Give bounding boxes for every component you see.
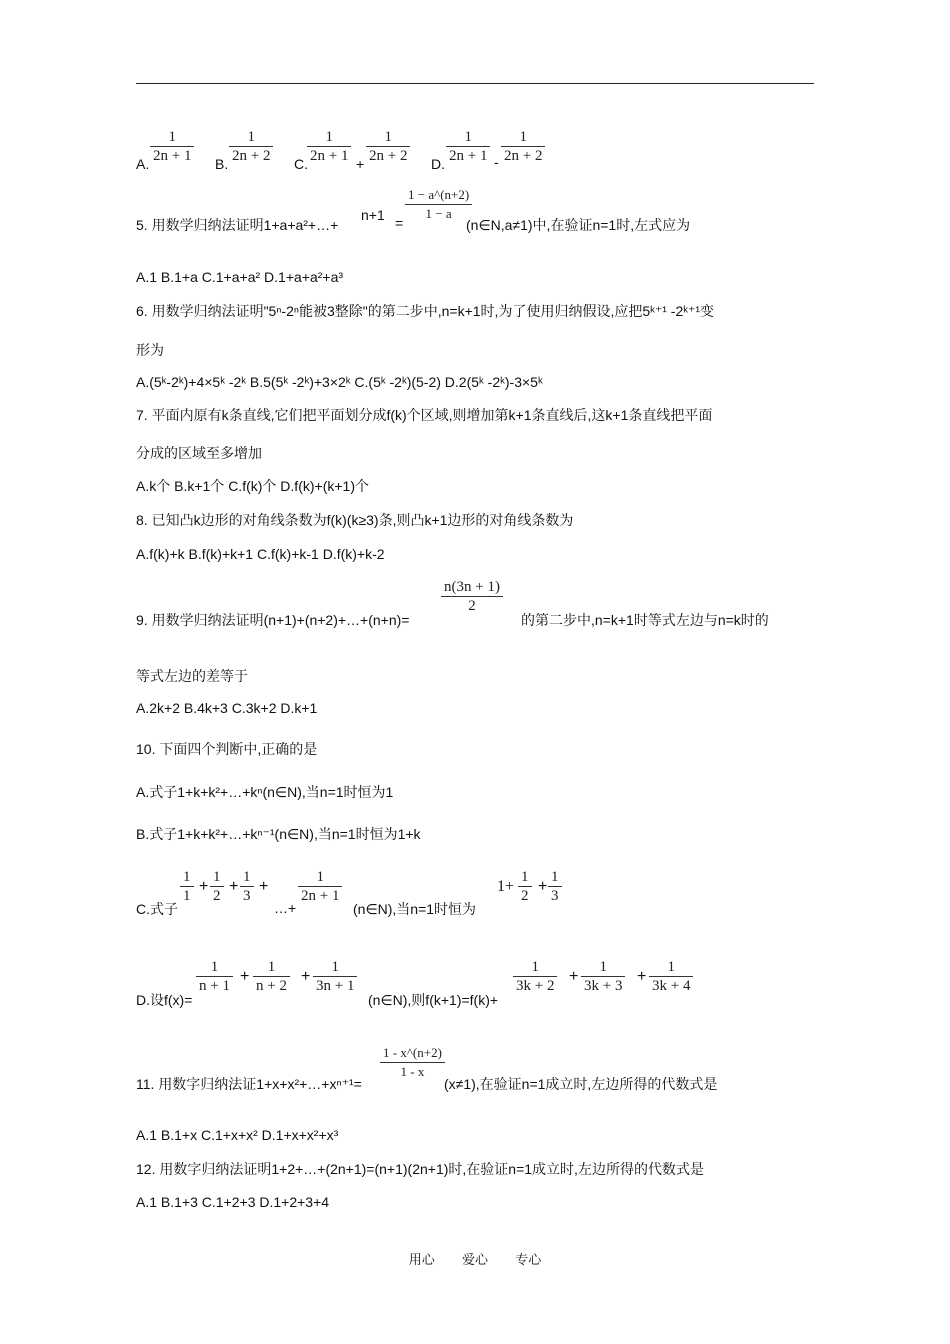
- frac-denominator: 2: [441, 596, 503, 615]
- q4-option-c-fraction-2: [366, 128, 410, 165]
- frac-numerator: 1: [247, 129, 255, 145]
- frac-numerator: 1: [551, 869, 559, 885]
- footer-text-1: 用心: [408, 1252, 435, 1267]
- frac-denominator: 2n + 1: [446, 146, 490, 165]
- q5-equals: =: [395, 215, 404, 231]
- q10-c-answer-plus: +: [538, 878, 548, 895]
- q4-option-c-fraction-1: [307, 128, 351, 165]
- frac-numerator: 1: [667, 959, 675, 975]
- frac-numerator: 1: [531, 959, 539, 975]
- frac-denominator: 2: [518, 886, 532, 905]
- q4-option-d-label: D.: [431, 156, 445, 172]
- frac-numerator: 1: [521, 869, 529, 885]
- frac-numerator: 1: [384, 129, 392, 145]
- q10-option-d-prefix: D.设f(x)=: [136, 992, 193, 1008]
- q10-option-a: A.式子1+k+k²+…+kⁿ(n∈N),当n=1时恒为1: [136, 784, 394, 800]
- q9-text-pre: 9. 用数学归纳法证明(n+1)+(n+2)+…+(n+n)=: [136, 612, 410, 628]
- frac-denominator: 3k + 3: [581, 976, 625, 995]
- q10-line-1: 10. 下面四个判断中,正确的是: [136, 741, 318, 757]
- q6-line-1: 6. 用数学归纳法证明"5ⁿ-2ⁿ能被3整除"的第二步中,n=k+1时,为了使用归纳假设,应把5ᵏ⁺¹ -2ᵏ⁺¹变: [136, 303, 715, 319]
- frac-denominator: n + 1: [196, 976, 233, 995]
- frac-numerator: 1: [316, 869, 324, 885]
- q10-option-b: B.式子1+k+k²+…+kⁿ⁻¹(n∈N),当n=1时恒为1+k: [136, 826, 421, 842]
- frac-denominator: 2n + 2: [229, 146, 273, 165]
- frac-numerator: 1 - x^(n+2): [383, 1045, 442, 1060]
- frac-denominator: 1: [180, 886, 194, 905]
- q10-d-plus-2: +: [301, 968, 311, 985]
- frac-denominator: 2n + 2: [501, 146, 545, 165]
- q5-text-post: (n∈N,a≠1)中,在验证n=1时,左式应为: [466, 217, 691, 233]
- q4-option-d-fraction-1: [446, 128, 490, 165]
- q8-line-1: 8. 已知凸k边形的对角线条数为f(k)(k≥3)条,则凸k+1边形的对角线条数为: [136, 512, 574, 528]
- q10-c-frac-3: [240, 868, 254, 905]
- frac-denominator: 2n + 2: [366, 146, 410, 165]
- frac-denominator: 1 - x: [380, 1062, 445, 1081]
- frac-denominator: 3k + 4: [649, 976, 693, 995]
- q7-line-1: 7. 平面内原有k条直线,它们把平面划分成f(k)个区域,则增加第k+1条直线后,这k+1条直线把平面: [136, 407, 713, 423]
- q4-option-a-label: A.: [136, 156, 150, 172]
- q6-line-2: 形为: [136, 342, 164, 358]
- q10-c-one-plus: 1+: [497, 878, 515, 895]
- frac-numerator: 1: [331, 959, 339, 975]
- q10-c-plus-3: +: [259, 878, 269, 895]
- frac-denominator: 1 − a: [405, 204, 472, 223]
- frac-denominator: 3: [548, 886, 562, 905]
- q7-options: A.k个 B.k+1个 C.f(k)个 D.f(k)+(k+1)个: [136, 478, 369, 494]
- frac-numerator: 1: [325, 129, 333, 145]
- q10-d-frac-3: [313, 958, 357, 995]
- q11-fraction: [380, 1044, 445, 1081]
- q10-c-plus-1: +: [199, 878, 209, 895]
- q4-option-c-operator: +: [356, 156, 365, 172]
- q9-options: A.2k+2 B.4k+3 C.3k+2 D.k+1: [136, 700, 318, 716]
- q10-d-answer-frac-3: [649, 958, 693, 995]
- q4-option-d-operator: -: [494, 154, 499, 170]
- frac-denominator: 2n + 1: [150, 146, 194, 165]
- q11-text-post: (x≠1),在验证n=1成立时,左边所得的代数式是: [444, 1076, 718, 1092]
- frac-numerator: 1: [599, 959, 607, 975]
- frac-denominator: 2n + 1: [298, 886, 342, 905]
- frac-numerator: 1: [210, 959, 219, 975]
- frac-numerator: 1: [464, 129, 472, 145]
- frac-numerator: 1: [243, 869, 251, 885]
- q9-fraction: [441, 578, 503, 615]
- q4-option-d-fraction-2: [501, 128, 545, 165]
- q10-c-frac-4: [298, 868, 342, 905]
- q4-option-b-fraction: [229, 128, 273, 165]
- q10-option-d-middle: (n∈N),则f(k+1)=f(k)+: [368, 992, 499, 1008]
- q9-line-2: 等式左边的差等于: [136, 668, 248, 684]
- header-rule: [136, 83, 814, 84]
- q11-text-pre: 11. 用数字归纳法证1+x+x²+…+xⁿ⁺¹=: [136, 1076, 362, 1092]
- q5-text-pre: 5. 用数学归纳法证明1+a+a²+…+: [136, 217, 339, 233]
- q10-d-answer-plus-2: +: [637, 968, 647, 985]
- q10-c-ellipsis: …+: [274, 900, 297, 916]
- q10-option-c-post: (n∈N),当n=1时恒为: [353, 901, 477, 917]
- frac-denominator: 3k + 2: [513, 976, 557, 995]
- q12-options: A.1 B.1+3 C.1+2+3 D.1+2+3+4: [136, 1194, 330, 1210]
- frac-numerator: 1: [267, 959, 276, 975]
- q10-c-frac-1: [180, 868, 194, 905]
- frac-numerator: 1: [168, 129, 176, 145]
- frac-numerator: 1 − a^(n+2): [408, 187, 470, 202]
- q4-option-b-label: B.: [215, 156, 229, 172]
- q11-options: A.1 B.1+x C.1+x+x² D.1+x+x²+x³: [136, 1127, 339, 1143]
- q10-option-c-prefix: C.式子: [136, 901, 178, 917]
- q12-line-1: 12. 用数字归纳法证明1+2+…+(2n+1)=(n+1)(2n+1)时,在验证n=1成立时,左边所得的代数式是: [136, 1161, 704, 1177]
- q10-c-plus-2: +: [229, 878, 239, 895]
- q5-fraction: [405, 186, 472, 223]
- q10-d-frac-2: [253, 958, 290, 995]
- q4-option-a-fraction: [150, 128, 194, 165]
- q10-d-answer-frac-2: [581, 958, 625, 995]
- frac-denominator: n + 2: [253, 976, 290, 995]
- frac-numerator: 1: [213, 869, 221, 885]
- q10-c-frac-2: [210, 868, 224, 905]
- q4-option-c-label: C.: [294, 156, 308, 172]
- footer-text-3: 专心: [515, 1252, 542, 1267]
- frac-denominator: 2n + 1: [307, 146, 351, 165]
- q8-options: A.f(k)+k B.f(k)+k+1 C.f(k)+k-1 D.f(k)+k-2: [136, 546, 385, 562]
- footer-text-2: 爱心: [461, 1252, 488, 1267]
- q10-c-answer-frac-1: [518, 868, 532, 905]
- frac-denominator: 2: [210, 886, 224, 905]
- q6-options: A.(5ᵏ-2ᵏ)+4×5ᵏ -2ᵏ B.5(5ᵏ -2ᵏ)+3×2ᵏ C.(5ᵏ -2ᵏ)(5-2) D.2(5ᵏ -2ᵏ)-3×5ᵏ: [136, 374, 543, 390]
- q10-d-answer-plus-1: +: [569, 968, 579, 985]
- frac-numerator: n(3n + 1): [444, 579, 500, 595]
- q5-options: A.1 B.1+a C.1+a+a² D.1+a+a²+a³: [136, 269, 344, 285]
- q10-d-answer-frac-1: [513, 958, 557, 995]
- page-footer: [0, 1249, 950, 1268]
- frac-numerator: 1: [519, 129, 527, 145]
- q10-d-frac-1: [196, 958, 233, 995]
- q5-exponent: n+1: [361, 207, 385, 223]
- frac-denominator: 3: [240, 886, 254, 905]
- q7-line-2: 分成的区域至多增加: [136, 445, 262, 461]
- frac-denominator: 3n + 1: [313, 976, 357, 995]
- q10-c-answer-frac-2: [548, 868, 562, 905]
- q9-text-post: 的第二步中,n=k+1时等式左边与n=k时的: [521, 612, 769, 628]
- frac-numerator: 1: [183, 869, 191, 885]
- q10-d-plus-1: +: [240, 968, 250, 985]
